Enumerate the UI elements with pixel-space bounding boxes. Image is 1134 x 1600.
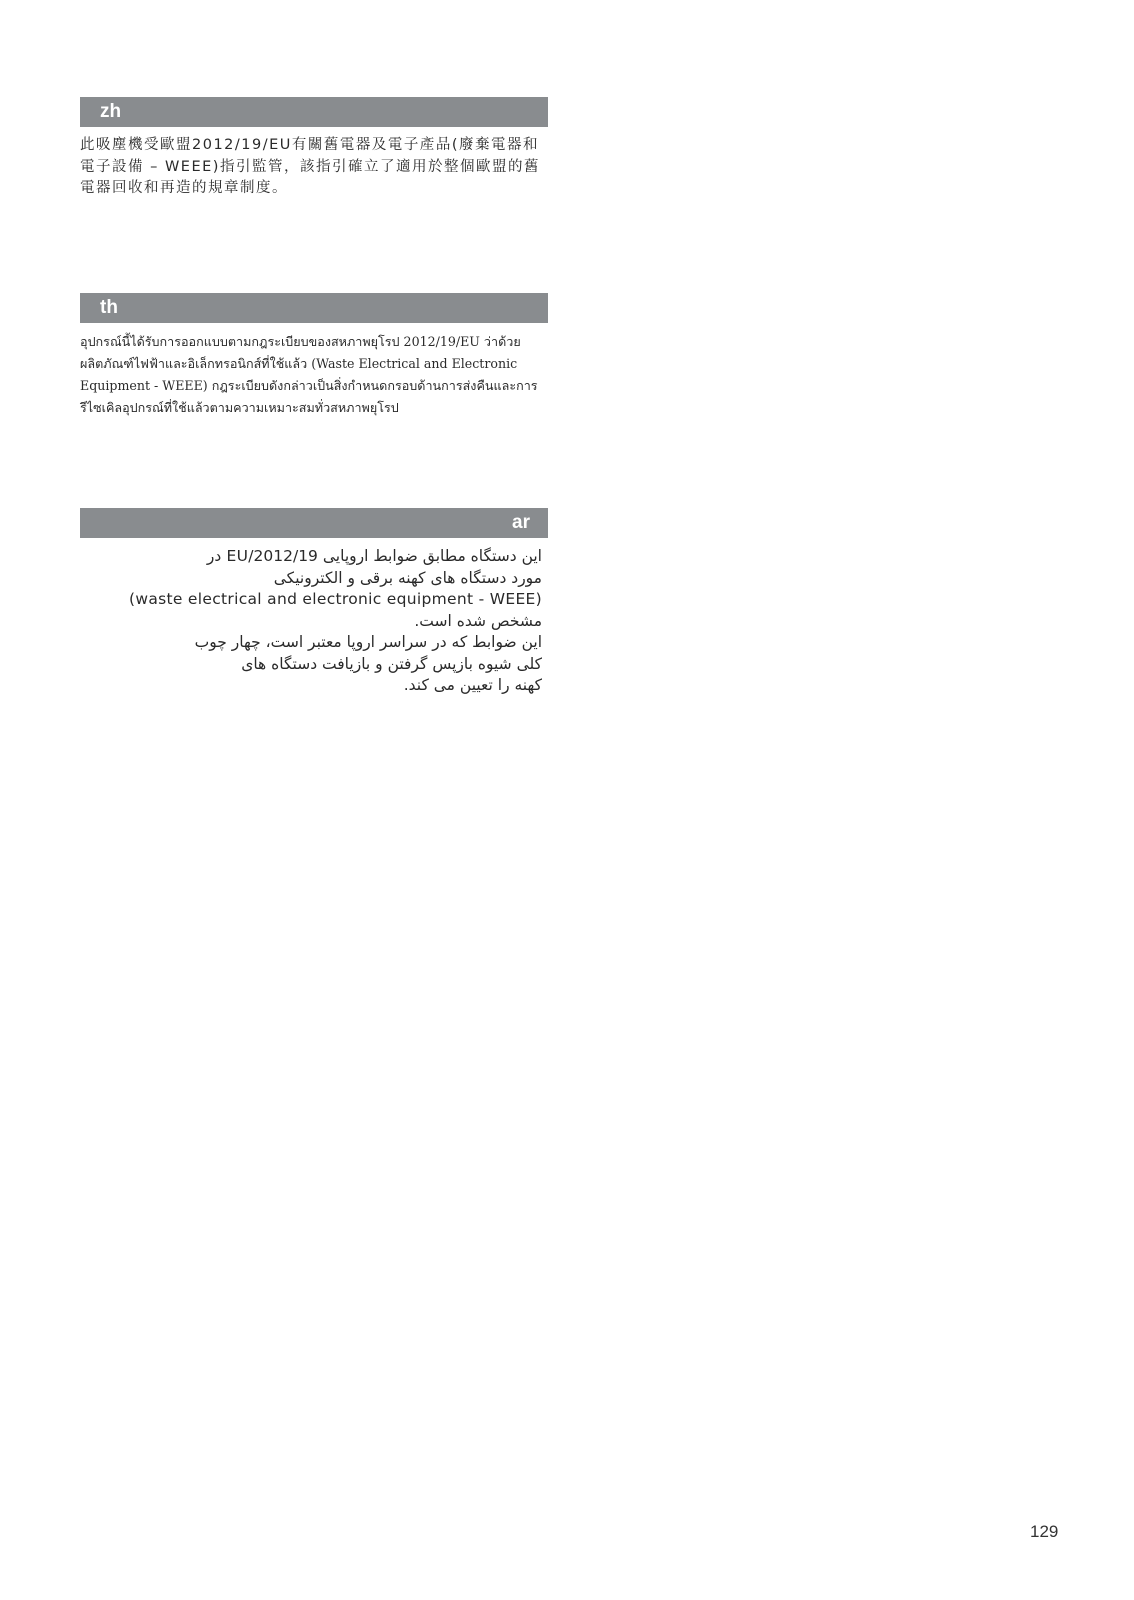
- ar-line: این ضوابط که در سراسر اروپا معتبر است، چهار چوب: [194, 633, 542, 651]
- section-text-zh: 此吸塵機受歐盟2012/19/EU有關舊電器及電子產品(廢棄電器和電子設備 – WEEE)指引監管，該指引確立了適用於整個歐盟的舊電器回收和再造的規章制度。: [80, 137, 540, 196]
- ar-line: مشخص شده است.: [414, 611, 542, 630]
- page-number: 129: [1030, 1522, 1059, 1541]
- language-header-th: th: [80, 293, 548, 323]
- language-header-ar: ar: [80, 508, 548, 538]
- ar-line: کلی شیوه بازپس گرفتن و بازیافت دستگاه های: [241, 654, 542, 673]
- section-ar: [80, 508, 548, 697]
- section-zh: [80, 97, 548, 200]
- section-text-th: อุปกรณ์นี้ได้รับการออกแบบตามกฎระเบียบของสหภาพยุโรป 2012/19/EU ว่าด้วยผลิตภัณฑ์ไฟฟ้าและอิเล็กทรอนิกส์ที่ใช้แล้ว (Waste Electrical and Electronic Equipment - WEEE) กฎระเบียบดังกล่าวเป็นสิ่งกำหนดกรอบด้านการส่งคืนและการรีไซเคิลอุปกรณ์ที่ใช้แล้วตามความเหมาะสมทั่วสหภาพยุโรป: [80, 334, 538, 415]
- ar-line: مورد دستگاه های کهنه برقی و الکترونیکی: [273, 568, 542, 587]
- section-text-ar: [80, 546, 548, 697]
- language-header-zh: zh: [80, 97, 548, 127]
- ar-line: کهنه را تعیین می کند.: [403, 676, 542, 694]
- ar-line: (waste electrical and electronic equipment - WEEE): [128, 590, 542, 608]
- ar-line: این دستگاه مطابق ضوابط اروپایی 2012/19/EU در: [206, 547, 542, 565]
- section-th: [80, 293, 548, 419]
